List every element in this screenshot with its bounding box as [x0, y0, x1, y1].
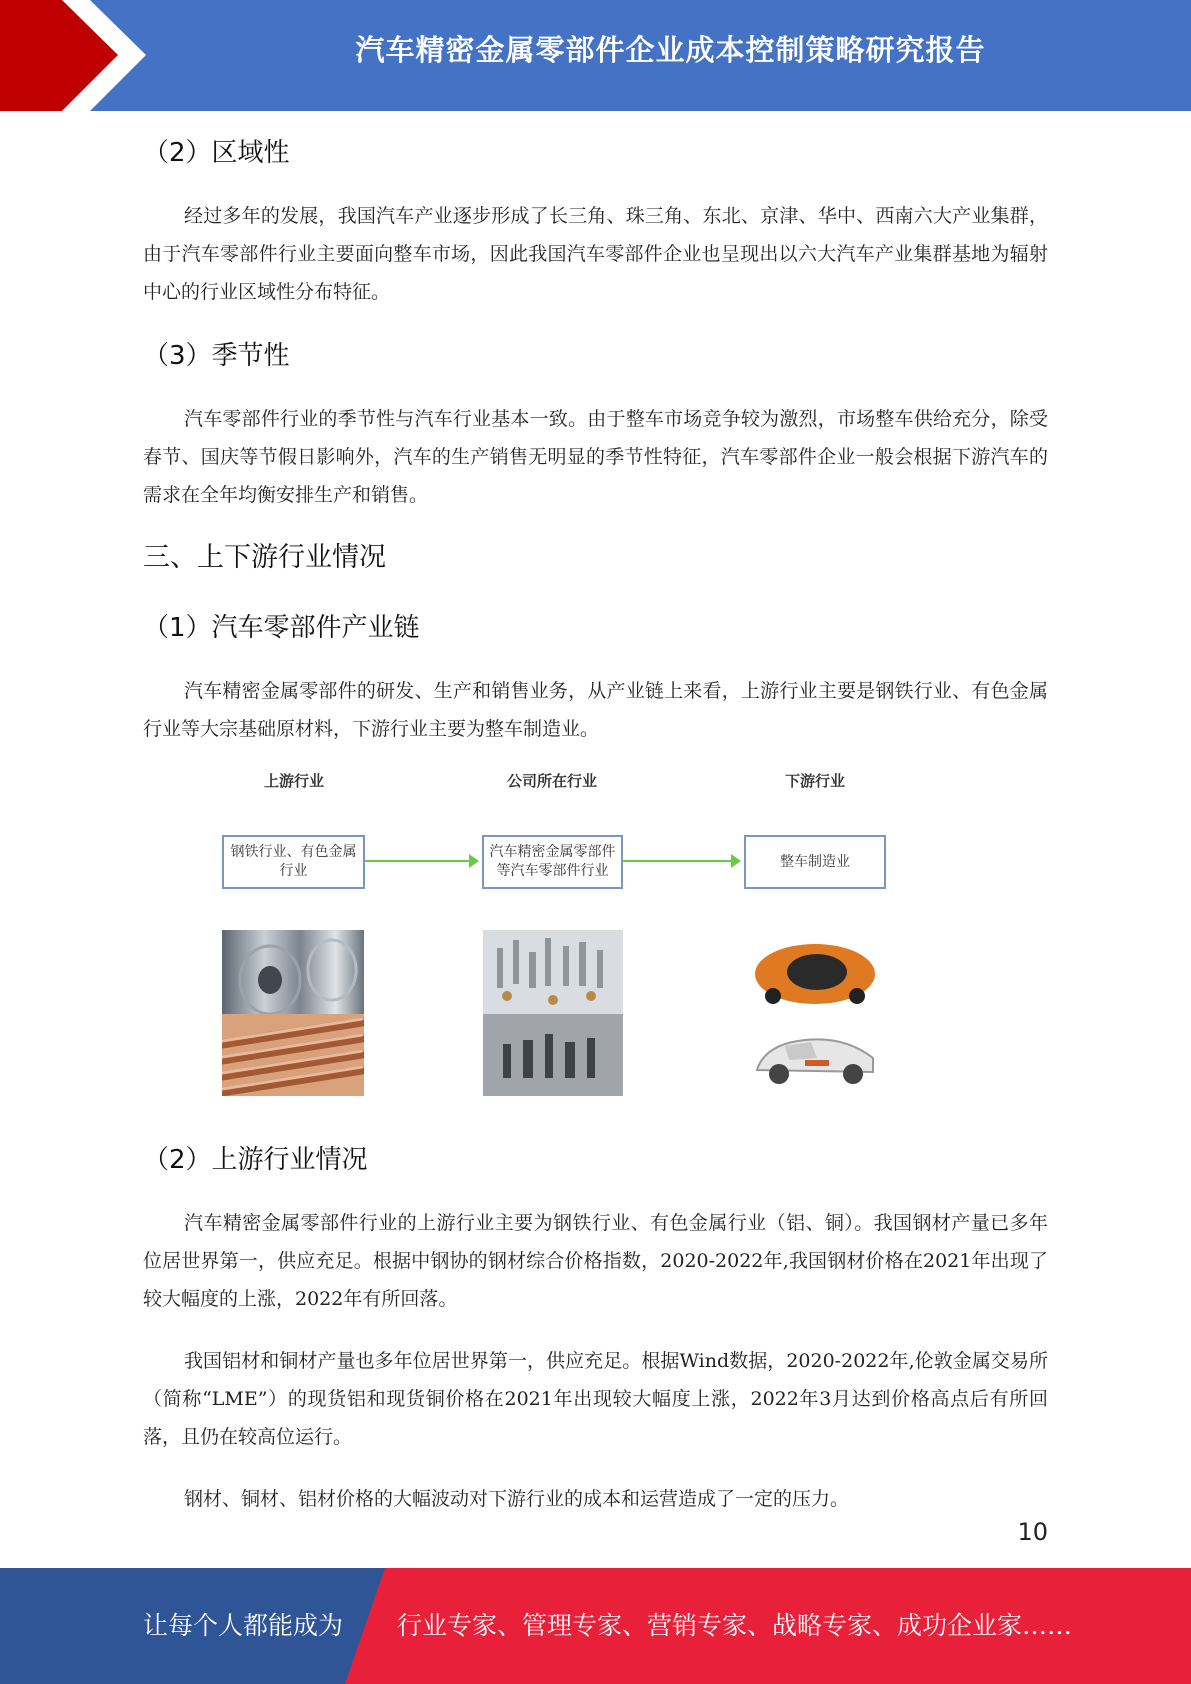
- orange-car-image: [745, 930, 885, 1014]
- downstream-box: 整车制造业: [744, 835, 886, 889]
- seasonal-paragraph: 汽车零部件行业的季节性与汽车行业基本一致。由于整车市场竞争较为激烈，市场整车供给充分，除受春节、国庆等节假日影响外，汽车的生产销售无明显的季节性特征，汽车零部件企业一般会根据下游汽车的需求在全年均衡安排生产和销售。: [143, 408, 1048, 506]
- regional-paragraph: 经过多年的发展，我国汽车产业逐步形成了长三角、珠三角、东北、京津、华中、西南六大产业集群，由于汽车零部件行业主要面向整车市场，因此我国汽车零部件企业也呈现出以六大汽车产业集群基地为辐射中心的行业区域性分布特征。: [143, 205, 1048, 303]
- company-box: 汽车精密金属零部件等汽车零部件行业: [482, 835, 623, 889]
- footer-slogan-right: 行业专家、管理专家、营销专家、战略专家、成功企业家……: [397, 1611, 1073, 1640]
- company-industry-label: 公司所在行业: [506, 772, 597, 790]
- header-chevron-decoration: [0, 0, 160, 111]
- footer-slogan-left: 让每个人都能成为: [143, 1611, 344, 1640]
- section-three-heading: 三、上下游行业情况: [143, 542, 386, 573]
- steel-coil-image: [222, 930, 364, 1014]
- arrow-company-to-downstream: [623, 860, 739, 862]
- upstream-paragraph-2: 我国铝材和铜材产量也多年位居世界第一，供应充足。根据Wind数据，2020-2022年,伦敦金属交易所（简称“LME”）的现货铝和现货铜价格在2021年出现较大幅度上涨，2022年3月达到价格高点后有所回落，且仍在较高位运行。: [143, 1350, 1048, 1448]
- page-number: 10: [1017, 1518, 1048, 1546]
- arrow-upstream-to-company: [365, 860, 477, 862]
- metal-parts-image: [483, 930, 623, 1014]
- report-title: 汽车精密金属零部件企业成本控制策略研究报告: [355, 33, 986, 67]
- industry-chain-diagram: [220, 770, 900, 1100]
- upstream-paragraph-3: 钢材、铜材、铝材价格的大幅波动对下游行业的成本和运营造成了一定的压力。: [184, 1488, 850, 1510]
- page-header: [0, 0, 1191, 111]
- chain-heading: （1）汽车零部件产业链: [143, 613, 420, 643]
- regional-heading: （2）区域性: [143, 138, 290, 168]
- metal-fasteners-image: [483, 1014, 623, 1096]
- upstream-heading: （2）上游行业情况: [143, 1145, 368, 1175]
- page-footer: [0, 1568, 1191, 1684]
- chain-paragraph: 汽车精密金属零部件的研发、生产和销售业务，从产业链上来看，上游行业主要是钢铁行业、有色金属行业等大宗基础原材料，下游行业主要为整车制造业。: [143, 680, 1048, 740]
- car-cutaway-image: [745, 1014, 885, 1096]
- seasonal-heading: （3）季节性: [143, 341, 290, 371]
- upstream-paragraph-1: 汽车精密金属零部件行业的上游行业主要为钢铁行业、有色金属行业（铝、铜）。我国钢材产量已多年位居世界第一，供应充足。根据中钢协的钢材综合价格指数，2020-2022年,我国钢材价格在2021年出现了较大幅度的上涨，2022年有所回落。: [143, 1212, 1048, 1310]
- downstream-label: 下游行业: [784, 772, 845, 790]
- upstream-box: 钢铁行业、有色金属行业: [222, 835, 365, 889]
- upstream-label: 上游行业: [263, 772, 324, 790]
- copper-bar-image: [222, 1014, 364, 1096]
